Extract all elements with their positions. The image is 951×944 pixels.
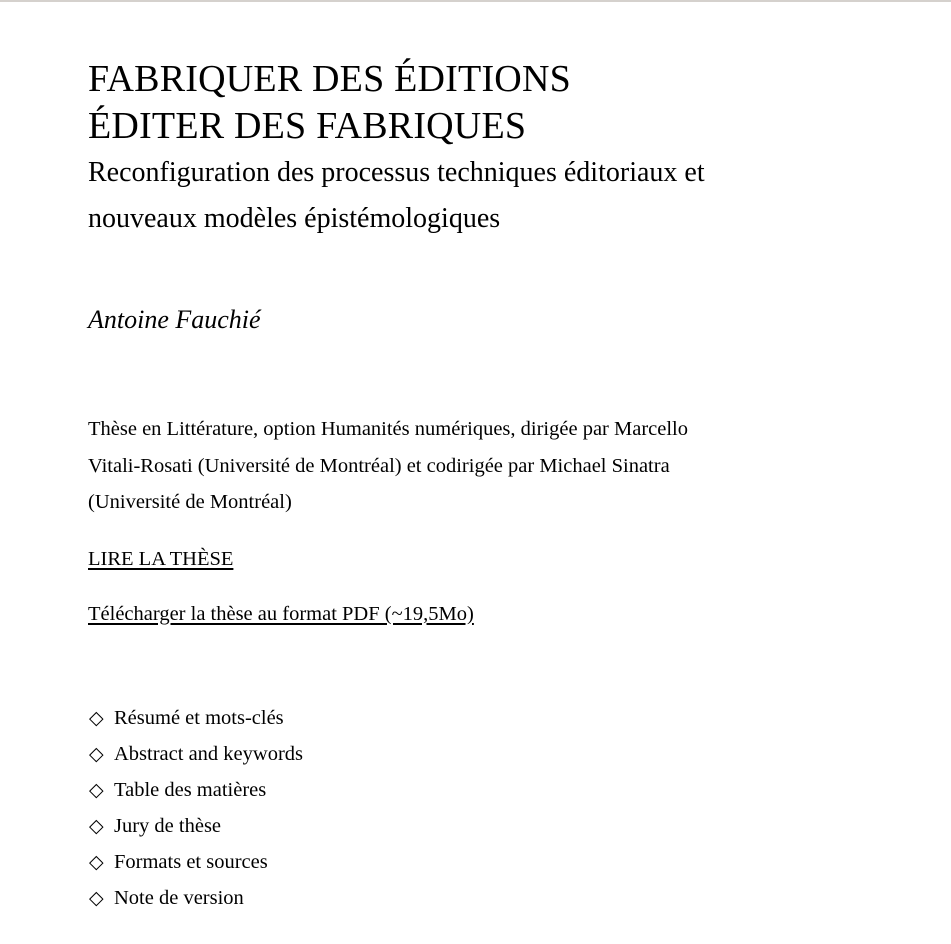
thesis-description-line-1: Thèse en Littérature, option Humanités numériques, dirigée par Marcello	[88, 418, 688, 440]
diamond-icon: ◇	[89, 886, 104, 909]
toc-item-label: Abstract and keywords	[114, 742, 304, 765]
diamond-icon: ◇	[89, 706, 104, 729]
table-of-contents	[88, 700, 891, 916]
page-title-line-1: FABRIQUER DES ÉDITIONS	[88, 58, 571, 100]
diamond-icon: ◇	[89, 850, 104, 873]
toc-item-note-de-version[interactable]	[88, 880, 891, 916]
toc-item-label: Jury de thèse	[114, 814, 222, 837]
download-pdf-link[interactable]: Télécharger la thèse au format PDF (~19,5Mo)	[88, 602, 474, 625]
diamond-icon: ◇	[89, 742, 104, 765]
thesis-description	[88, 411, 891, 521]
thesis-description-line-2: Vitali-Rosati (Université de Montréal) et codirigée par Michael Sinatra	[88, 454, 670, 477]
page-title-line-2: ÉDITER DES FABRIQUES	[88, 105, 527, 147]
toc-item-label: Formats et sources	[114, 850, 268, 873]
diamond-icon: ◇	[89, 778, 104, 801]
toc-item-formats-sources[interactable]	[88, 844, 891, 880]
page-subtitle-line-1: Reconfiguration des processus techniques éditoriaux et	[88, 157, 705, 188]
read-thesis-link[interactable]: LIRE LA THÈSE	[88, 547, 234, 570]
toc-item-label: Résumé et mots-clés	[114, 706, 284, 729]
page-title	[88, 56, 891, 150]
thesis-description-line-3: (Université de Montréal)	[88, 491, 292, 513]
toc-item-table-des-matieres[interactable]	[88, 772, 891, 808]
page-header	[88, 56, 891, 242]
page-subtitle	[88, 150, 891, 242]
toc-item-jury[interactable]	[88, 808, 891, 844]
author-name: Antoine Fauchié	[88, 305, 261, 334]
toc-item-label: Table des matières	[114, 778, 267, 801]
toc-item-abstract[interactable]	[88, 736, 891, 772]
toc-item-label: Note de version	[114, 886, 244, 909]
diamond-icon: ◇	[89, 814, 104, 837]
toc-item-resume[interactable]	[88, 700, 891, 736]
thesis-landing-page	[0, 2, 951, 916]
page-subtitle-line-2: nouveaux modèles épistémologiques	[88, 203, 501, 234]
